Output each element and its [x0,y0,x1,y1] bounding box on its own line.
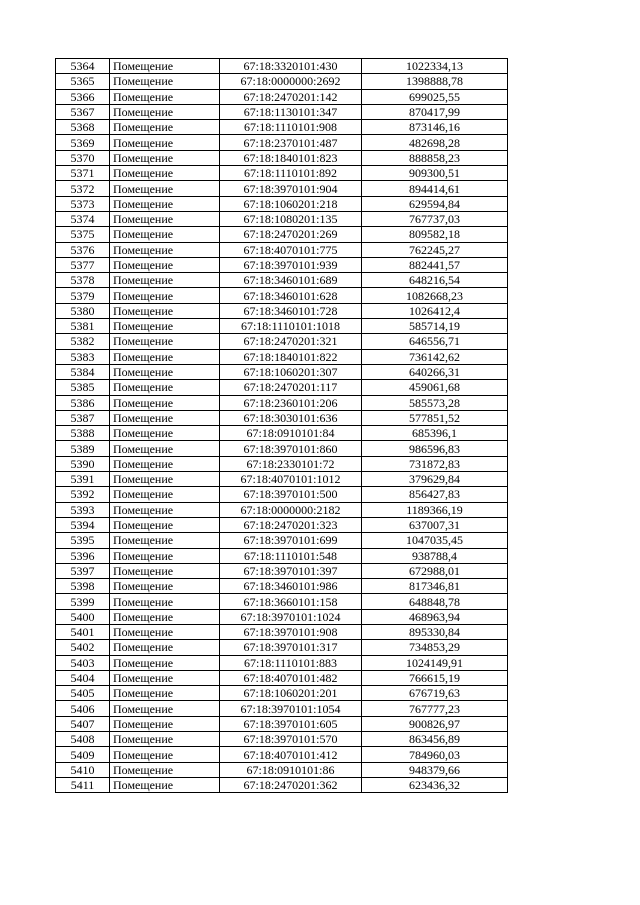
cadastral-number-cell: 67:18:4070101:1012 [220,472,362,487]
cadastral-number-cell: 67:18:1110101:883 [220,655,362,670]
cadastral-number-cell: 67:18:3460101:728 [220,303,362,318]
object-type-cell: Помещение [110,303,220,318]
cadastral-value-cell: 870417,99 [362,104,508,119]
object-type-cell: Помещение [110,502,220,517]
table-row [56,502,508,517]
table-row [56,319,508,334]
cadastral-number-cell: 67:18:3970101:1024 [220,609,362,624]
table-row [56,166,508,181]
object-type-cell: Помещение [110,211,220,226]
object-type-cell: Помещение [110,716,220,731]
object-type-cell: Помещение [110,655,220,670]
cadastral-number-cell: 67:18:3970101:605 [220,716,362,731]
row-number-cell: 5387 [56,410,110,425]
table-row [56,732,508,747]
cadastral-number-cell: 67:18:2470201:269 [220,227,362,242]
cadastral-number-cell: 67:18:0910101:86 [220,762,362,777]
row-number-cell: 5368 [56,120,110,135]
cadastral-number-cell: 67:18:1110101:548 [220,548,362,563]
row-number-cell: 5399 [56,594,110,609]
row-number-cell: 5409 [56,747,110,762]
cadastral-number-cell: 67:18:3460101:986 [220,579,362,594]
object-type-cell: Помещение [110,579,220,594]
object-type-cell: Помещение [110,594,220,609]
cadastral-value-cell: 482698,28 [362,135,508,150]
row-number-cell: 5408 [56,732,110,747]
object-type-cell: Помещение [110,288,220,303]
row-number-cell: 5404 [56,670,110,685]
table-row [56,762,508,777]
cadastral-value-cell: 986596,83 [362,441,508,456]
cadastral-number-cell: 67:18:3970101:904 [220,181,362,196]
object-type-cell: Помещение [110,257,220,272]
table-row [56,334,508,349]
cadastral-value-cell: 948379,66 [362,762,508,777]
object-type-cell: Помещение [110,533,220,548]
object-type-cell: Помещение [110,472,220,487]
table-row [56,135,508,150]
object-type-cell: Помещение [110,380,220,395]
cadastral-number-cell: 67:18:3970101:570 [220,732,362,747]
object-type-cell: Помещение [110,196,220,211]
object-type-cell: Помещение [110,242,220,257]
row-number-cell: 5407 [56,716,110,731]
cadastral-number-cell: 67:18:3970101:1054 [220,701,362,716]
cadastral-number-cell: 67:18:1840101:822 [220,349,362,364]
table-row [56,303,508,318]
cadastral-number-cell: 67:18:1110101:908 [220,120,362,135]
cadastral-value-cell: 895330,84 [362,624,508,639]
table-row [56,104,508,119]
cadastral-number-cell: 67:18:1840101:823 [220,150,362,165]
table-row [56,701,508,716]
object-type-cell: Помещение [110,273,220,288]
object-type-cell: Помещение [110,334,220,349]
table-row [56,640,508,655]
table-row [56,196,508,211]
row-number-cell: 5377 [56,257,110,272]
cadastral-value-cell: 577851,52 [362,410,508,425]
cadastral-number-cell: 67:18:4070101:412 [220,747,362,762]
object-type-cell: Помещение [110,670,220,685]
row-number-cell: 5378 [56,273,110,288]
table-row [56,533,508,548]
cadastral-value-cell: 863456,89 [362,732,508,747]
table-row [56,288,508,303]
object-type-cell: Помещение [110,426,220,441]
object-type-cell: Помещение [110,227,220,242]
table-row [56,242,508,257]
cadastral-value-cell: 817346,81 [362,579,508,594]
table-row [56,59,508,74]
cadastral-value-cell: 637007,31 [362,517,508,532]
table-row [56,686,508,701]
row-number-cell: 5381 [56,319,110,334]
cadastral-number-cell: 67:18:2470201:362 [220,777,362,792]
cadastral-number-cell: 67:18:2330101:72 [220,456,362,471]
row-number-cell: 5402 [56,640,110,655]
cadastral-value-cell: 784960,03 [362,747,508,762]
table-row [56,670,508,685]
cadastral-number-cell: 67:18:0000000:2182 [220,502,362,517]
cadastral-value-cell: 1047035,45 [362,533,508,548]
table-row [56,89,508,104]
row-number-cell: 5374 [56,211,110,226]
row-number-cell: 5388 [56,426,110,441]
cadastral-value-cell: 873146,16 [362,120,508,135]
cadastral-number-cell: 67:18:2370101:487 [220,135,362,150]
object-type-cell: Помещение [110,732,220,747]
table-row [56,624,508,639]
cadastral-value-cell: 766615,19 [362,670,508,685]
object-type-cell: Помещение [110,777,220,792]
object-type-cell: Помещение [110,59,220,74]
table-row [56,548,508,563]
table-row [56,74,508,89]
row-number-cell: 5364 [56,59,110,74]
cadastral-value-cell: 699025,55 [362,89,508,104]
row-number-cell: 5405 [56,686,110,701]
object-type-cell: Помещение [110,166,220,181]
row-number-cell: 5386 [56,395,110,410]
row-number-cell: 5411 [56,777,110,792]
cadastral-number-cell: 67:18:3460101:628 [220,288,362,303]
object-type-cell: Помещение [110,319,220,334]
object-type-cell: Помещение [110,701,220,716]
row-number-cell: 5395 [56,533,110,548]
cadastral-value-cell: 1082668,23 [362,288,508,303]
cadastral-number-cell: 67:18:1060201:201 [220,686,362,701]
cadastral-number-cell: 67:18:1130101:347 [220,104,362,119]
cadastral-number-cell: 67:18:2470201:321 [220,334,362,349]
cadastral-value-cell: 585714,19 [362,319,508,334]
cadastral-number-cell: 67:18:3970101:939 [220,257,362,272]
object-type-cell: Помещение [110,410,220,425]
object-type-cell: Помещение [110,349,220,364]
row-number-cell: 5370 [56,150,110,165]
cadastral-value-cell: 468963,94 [362,609,508,624]
table-row [56,364,508,379]
row-number-cell: 5400 [56,609,110,624]
cadastral-number-cell: 67:18:3660101:158 [220,594,362,609]
cadastral-value-cell: 459061,68 [362,380,508,395]
cadastral-number-cell: 67:18:4070101:775 [220,242,362,257]
table-row [56,441,508,456]
cadastral-value-cell: 809582,18 [362,227,508,242]
table-row [56,426,508,441]
row-number-cell: 5396 [56,548,110,563]
table-row [56,273,508,288]
row-number-cell: 5392 [56,487,110,502]
row-number-cell: 5410 [56,762,110,777]
row-number-cell: 5394 [56,517,110,532]
cadastral-value-cell: 1398888,78 [362,74,508,89]
cadastral-value-cell: 938788,4 [362,548,508,563]
cadastral-value-cell: 585573,28 [362,395,508,410]
cadastral-value-cell: 909300,51 [362,166,508,181]
cadastral-value-cell: 1189366,19 [362,502,508,517]
row-number-cell: 5366 [56,89,110,104]
row-number-cell: 5385 [56,380,110,395]
object-type-cell: Помещение [110,441,220,456]
object-type-cell: Помещение [110,150,220,165]
table-row [56,181,508,196]
object-type-cell: Помещение [110,762,220,777]
row-number-cell: 5390 [56,456,110,471]
cadastral-value-cell: 1022334,13 [362,59,508,74]
cadastral-number-cell: 67:18:2360101:206 [220,395,362,410]
cadastral-value-cell: 767737,03 [362,211,508,226]
table-row [56,777,508,792]
object-type-cell: Помещение [110,181,220,196]
table-row [56,609,508,624]
cadastral-number-cell: 67:18:3320101:430 [220,59,362,74]
table-row [56,380,508,395]
cadastral-number-cell: 67:18:3030101:636 [220,410,362,425]
cadastral-value-cell: 882441,57 [362,257,508,272]
table-row [56,716,508,731]
cadastral-value-cell: 672988,01 [362,563,508,578]
cadastral-number-cell: 67:18:3460101:689 [220,273,362,288]
table-row [56,487,508,502]
cadastral-value-cell: 894414,61 [362,181,508,196]
cadastral-number-cell: 67:18:1060201:307 [220,364,362,379]
cadastral-number-cell: 67:18:3970101:860 [220,441,362,456]
cadastral-number-cell: 67:18:3970101:397 [220,563,362,578]
cadastral-value-cell: 623436,32 [362,777,508,792]
object-type-cell: Помещение [110,456,220,471]
cadastral-value-cell: 736142,62 [362,349,508,364]
cadastral-number-cell: 67:18:0000000:2692 [220,74,362,89]
cadastral-number-cell: 67:18:2470201:117 [220,380,362,395]
object-type-cell: Помещение [110,135,220,150]
object-type-cell: Помещение [110,548,220,563]
table-row [56,517,508,532]
row-number-cell: 5379 [56,288,110,303]
table-row [56,227,508,242]
table-row [56,472,508,487]
cadastral-value-cell: 762245,27 [362,242,508,257]
cadastral-number-cell: 67:18:3970101:500 [220,487,362,502]
cadastral-value-cell: 685396,1 [362,426,508,441]
object-type-cell: Помещение [110,364,220,379]
object-type-cell: Помещение [110,487,220,502]
cadastral-number-cell: 67:18:1060201:218 [220,196,362,211]
cadastral-value-cell: 856427,83 [362,487,508,502]
cadastral-value-cell: 640266,31 [362,364,508,379]
row-number-cell: 5393 [56,502,110,517]
table-row [56,410,508,425]
row-number-cell: 5384 [56,364,110,379]
cadastral-value-cell: 379629,84 [362,472,508,487]
object-type-cell: Помещение [110,640,220,655]
cadastral-number-cell: 67:18:2470201:323 [220,517,362,532]
cadastral-value-cell: 1026412,4 [362,303,508,318]
table-row [56,655,508,670]
table-row [56,747,508,762]
table-row [56,120,508,135]
cadastral-value-cell: 646556,71 [362,334,508,349]
cadastral-number-cell: 67:18:4070101:482 [220,670,362,685]
row-number-cell: 5403 [56,655,110,670]
table-row [56,211,508,226]
table-row [56,456,508,471]
cadastral-value-cell: 648216,54 [362,273,508,288]
object-type-cell: Помещение [110,395,220,410]
row-number-cell: 5383 [56,349,110,364]
row-number-cell: 5376 [56,242,110,257]
row-number-cell: 5398 [56,579,110,594]
cadastral-value-cell: 731872,83 [362,456,508,471]
table-row [56,594,508,609]
cadastral-value-cell: 767777,23 [362,701,508,716]
object-type-cell: Помещение [110,89,220,104]
table-row [56,349,508,364]
object-type-cell: Помещение [110,563,220,578]
cadastral-number-cell: 67:18:1080201:135 [220,211,362,226]
cadastral-value-cell: 648848,78 [362,594,508,609]
row-number-cell: 5401 [56,624,110,639]
row-number-cell: 5365 [56,74,110,89]
property-table [55,58,508,793]
object-type-cell: Помещение [110,747,220,762]
row-number-cell: 5389 [56,441,110,456]
row-number-cell: 5406 [56,701,110,716]
cadastral-value-cell: 629594,84 [362,196,508,211]
table-row [56,579,508,594]
cadastral-number-cell: 67:18:2470201:142 [220,89,362,104]
row-number-cell: 5380 [56,303,110,318]
row-number-cell: 5373 [56,196,110,211]
row-number-cell: 5367 [56,104,110,119]
row-number-cell: 5375 [56,227,110,242]
object-type-cell: Помещение [110,517,220,532]
row-number-cell: 5382 [56,334,110,349]
cadastral-value-cell: 676719,63 [362,686,508,701]
cadastral-value-cell: 900826,97 [362,716,508,731]
row-number-cell: 5397 [56,563,110,578]
row-number-cell: 5369 [56,135,110,150]
table-row [56,150,508,165]
cadastral-value-cell: 734853,29 [362,640,508,655]
cadastral-value-cell: 1024149,91 [362,655,508,670]
row-number-cell: 5372 [56,181,110,196]
cadastral-number-cell: 67:18:3970101:699 [220,533,362,548]
table-row [56,563,508,578]
object-type-cell: Помещение [110,686,220,701]
object-type-cell: Помещение [110,624,220,639]
row-number-cell: 5391 [56,472,110,487]
object-type-cell: Помещение [110,609,220,624]
row-number-cell: 5371 [56,166,110,181]
table-row [56,395,508,410]
cadastral-number-cell: 67:18:3970101:317 [220,640,362,655]
object-type-cell: Помещение [110,104,220,119]
cadastral-value-cell: 888858,23 [362,150,508,165]
table-row [56,257,508,272]
object-type-cell: Помещение [110,120,220,135]
cadastral-number-cell: 67:18:1110101:892 [220,166,362,181]
property-table-body [56,59,508,793]
object-type-cell: Помещение [110,74,220,89]
cadastral-number-cell: 67:18:0910101:84 [220,426,362,441]
cadastral-number-cell: 67:18:1110101:1018 [220,319,362,334]
cadastral-number-cell: 67:18:3970101:908 [220,624,362,639]
